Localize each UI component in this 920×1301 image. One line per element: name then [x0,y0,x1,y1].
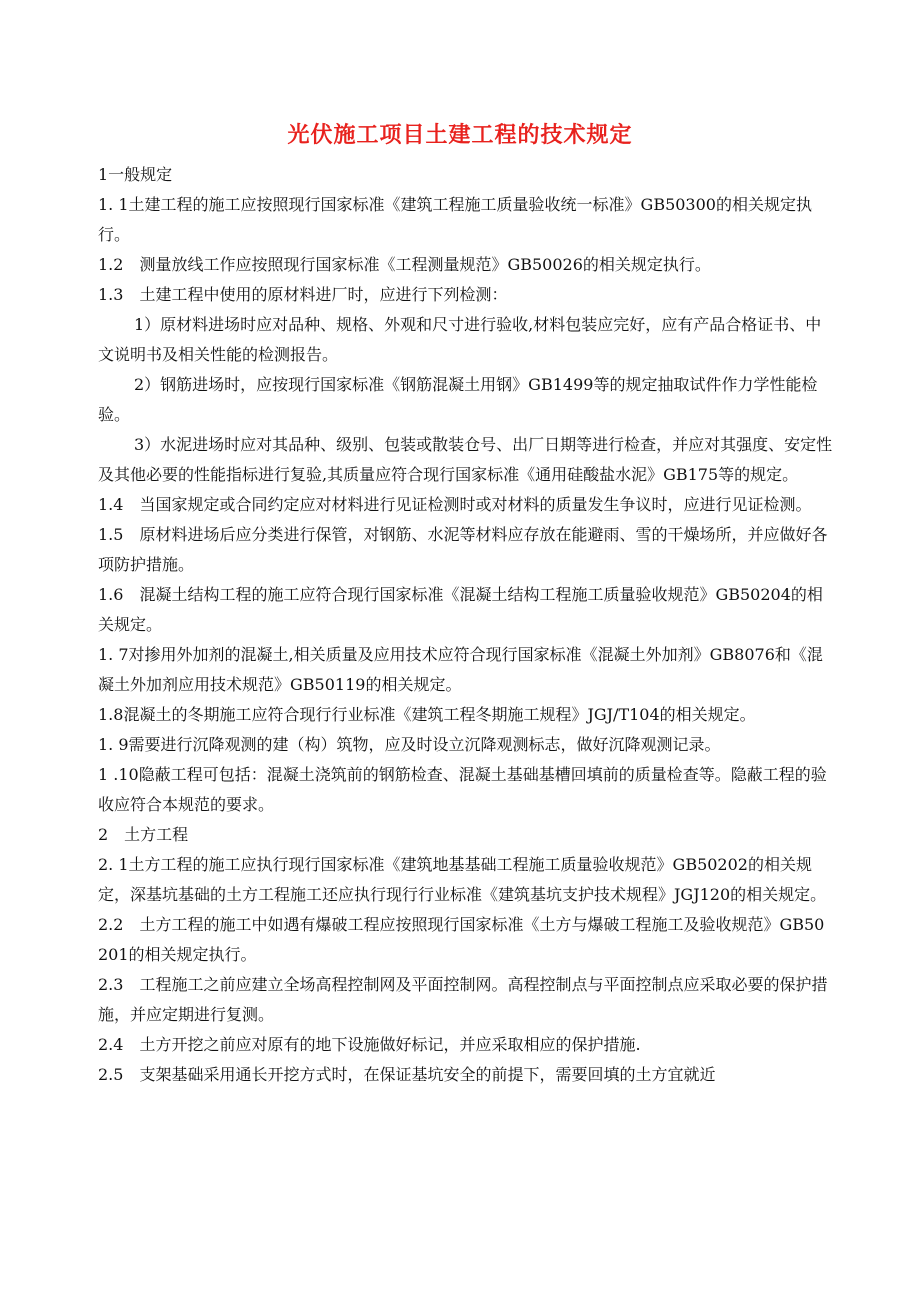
paragraph: 2.4 土方开挖之前应对原有的地下设施做好标记，并应采取相应的保护措施. [98,1035,641,1054]
paragraph: 1.2 测量放线工作应按照现行国家标准《工程测量规范》GB50026的相关规定执行。 [98,255,711,274]
list-item: 3）水泥进场时应对其品种、级别、包装或散装仓号、出厂日期等进行检查，并应对其强度、安定性及其他必要的性能指标进行复验,其质量应符合现行国家标准《通用硅酸盐水泥》GB175等的规定。 [98,435,833,484]
paragraph: 1.4 当国家规定或合同约定应对材料进行见证检测时或对材料的质量发生争议时，应进行见证检测。 [98,495,812,514]
paragraph: 1. 9需要进行沉降观测的建（构）筑物，应及时设立沉降观测标志，做好沉降观测记录。 [98,735,721,754]
paragraph: 1.8混凝土的冬期施工应符合现行行业标准《建筑工程冬期施工规程》JGJ/T104的相关规定。 [98,705,756,724]
paragraph: 1. 1土建工程的施工应按照现行国家标准《建筑工程施工质量验收统一标准》GB50300的相关规定执行。 [98,195,812,244]
paragraph: 1.6 混凝土结构工程的施工应符合现行国家标准《混凝土结构工程施工质量验收规范》GB50204的相关规定。 [98,585,823,634]
paragraph: 2.5 支架基础采用通长开挖方式时，在保证基坑安全的前提下，需要回填的土方宜就近 [98,1065,716,1084]
list-item: 2）钢筋进场时，应按现行国家标准《钢筋混凝土用钢》GB1499等的规定抽取试件作力学性能检验。 [98,375,818,424]
document-body [98,160,833,1090]
paragraph: 1.5 原材料进场后应分类进行保管，对钢筋、水泥等材料应存放在能避雨、雪的干燥场所，并应做好各项防护措施。 [98,525,828,574]
paragraph: 1 .10隐蔽工程可包括：混凝土浇筑前的钢筋检查、混凝土基础基槽回填前的质量检查等。隐蔽工程的验收应符合本规范的要求。 [98,765,827,814]
section-heading: 2 土方工程 [98,825,189,844]
paragraph: 1.3 土建工程中使用的原材料进厂时，应进行下列检测： [98,285,508,304]
paragraph: 2. 1土方工程的施工应执行现行国家标准《建筑地基基础工程施工质量验收规范》GB50202的相关规定，深基坑基础的土方工程施工还应执行现行行业标准《建筑基坑支护技术规程》JGJ120的相关规定。 [98,855,827,904]
paragraph: 1. 7对掺用外加剂的混凝土,相关质量及应用技术应符合现行国家标准《混凝土外加剂》GB8076和《混凝土外加剂应用技术规范》GB50119的相关规定。 [98,645,823,694]
section-heading: 1一般规定 [98,165,173,184]
list-item: 1）原材料进场时应对品种、规格、外观和尺寸进行验收,材料包装应完好，应有产品合格证书、中文说明书及相关性能的检测报告。 [98,315,822,364]
paragraph: 2.2 土方工程的施工中如遇有爆破工程应按照现行国家标准《土方与爆破工程施工及验收规范》GB50201的相关规定执行。 [98,915,825,964]
document-title: 光伏施工项目土建工程的技术规定 [287,123,633,148]
paragraph: 2.3 工程施工之前应建立全场高程控制网及平面控制网。高程控制点与平面控制点应采取必要的保护措施，并应定期进行复测。 [98,975,828,1024]
